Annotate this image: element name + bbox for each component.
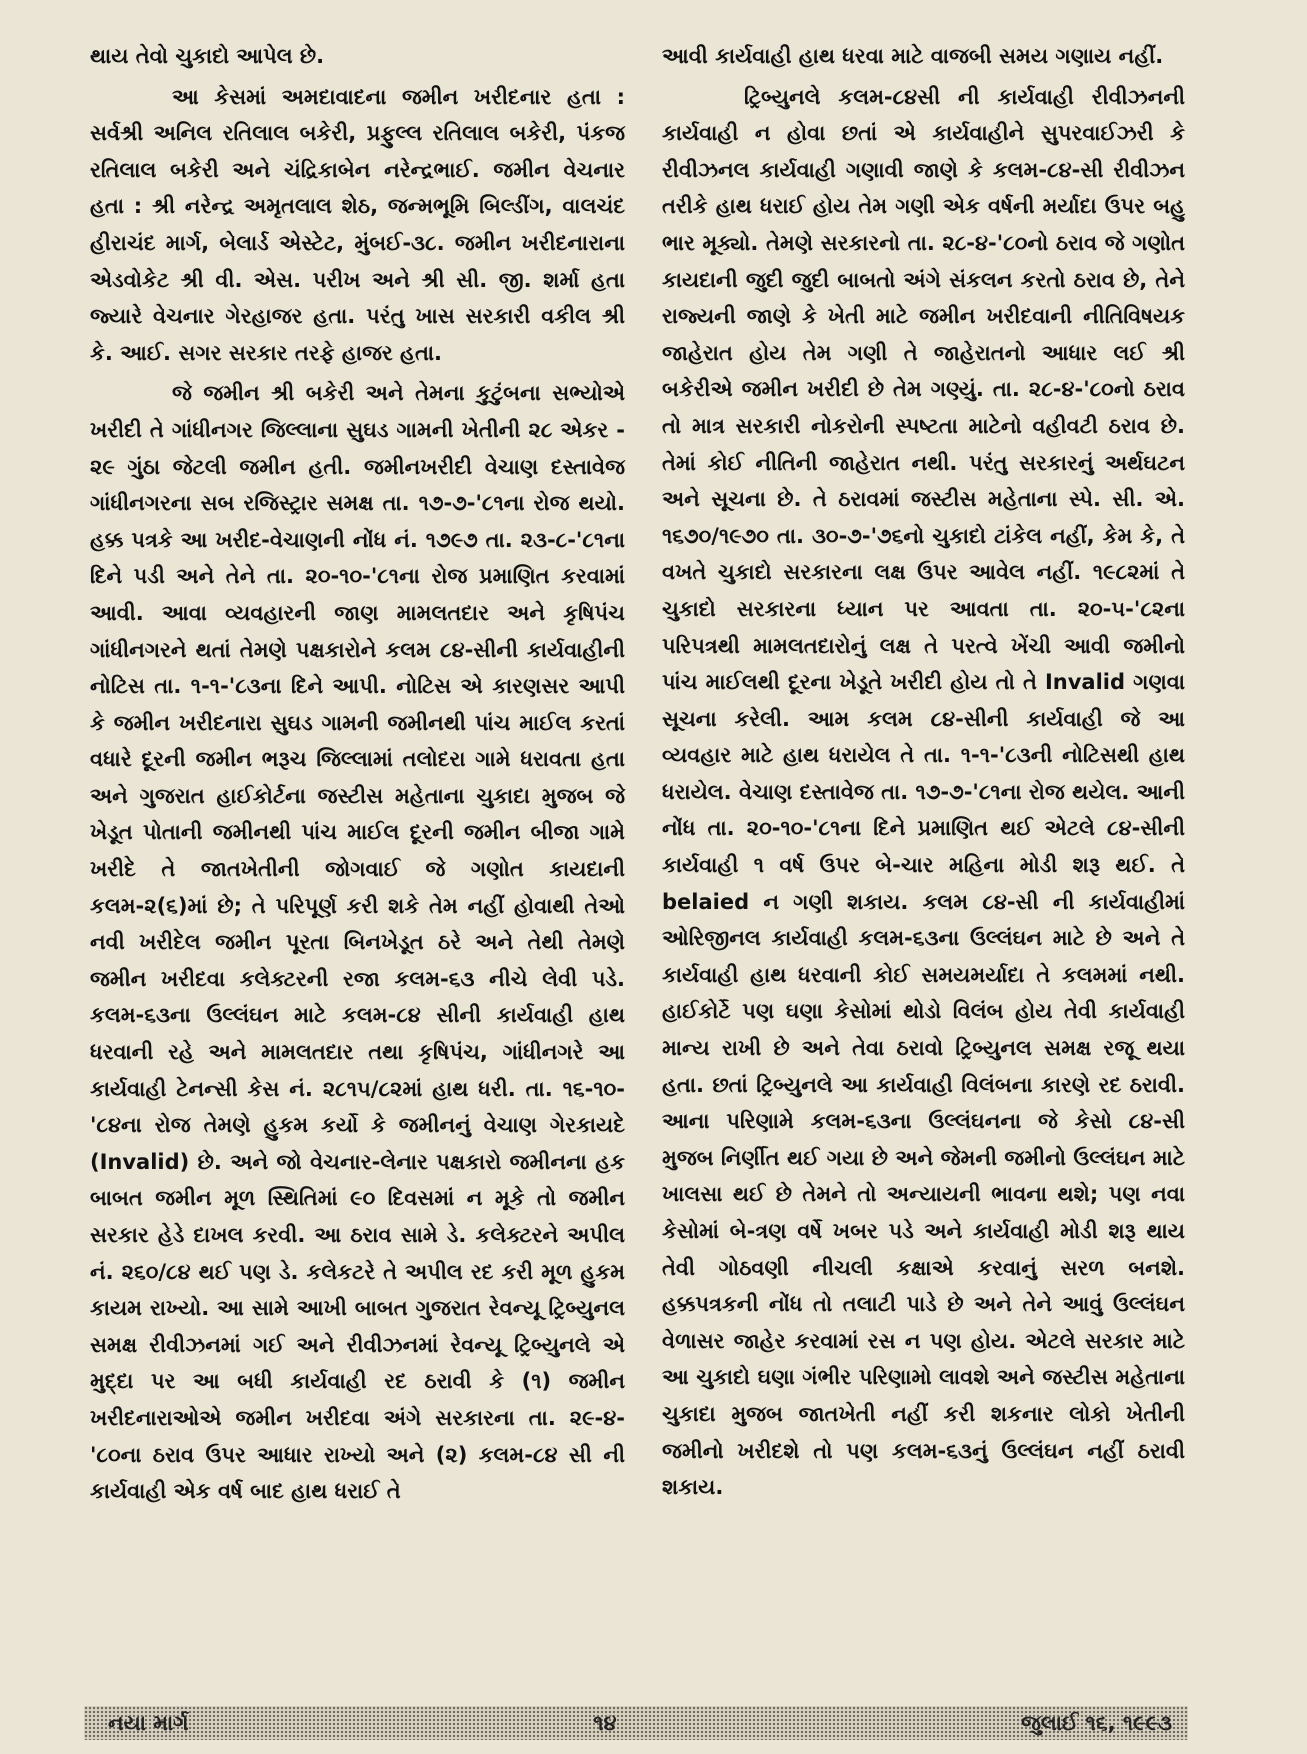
paragraph: આવી કાર્યવાહી હાથ ધરવા માટે વાજબી સમય ગણાય નહીં.	[662, 44, 1164, 68]
paragraph: જે જમીન શ્રી બકેરી અને તેમના કુટુંબના સભ્યોએ ખરીદી તે ગાંધીનગર જિલ્લાના સુઘડ ગામની ખેતીની ૨૮ એકર - ૨૯ ગુંઠા જેટલી જમીન હતી. જમીનખરીદી વેચાણ દસ્તાવેજ ગાંધીનગરના સબ રજિસ્ટ્રાર સમક્ષ તા. ૧૭-૭-'૮૧ના રોજ થયો. હક્ક પત્રકે આ ખરીદ-વેચાણની નોંધ નં. ૧૭૯૭ તા. ૨૩-૮-'૮૧ના દિને પડી અને તેને તા. ૨૦-૧૦-'૮૧ના રોજ પ્રમાણિત કરવામાં આવી. આવા વ્યવહારની જાણ મામલતદાર અને કૃષિપંચ ગાંધીનગરને થતાં તેમણે પક્ષકારોને કલમ ૮૪-સીની કાર્યવાહીની નોટિસ તા. ૧-૧-'૮૩ના દિને આપી. નોટિસ એ કારણસર આપી કે જમીન ખરીદનારા સુઘડ ગામની જમીનથી પાંચ માઈલ કરતાં વધારે દૂરની જમીન ભરૂચ જિલ્લામાં તલોદરા ગામે ધરાવતા હતા અને ગુજરાત હાઈકોર્ટના જસ્ટીસ મહેતાના ચુકાદા મુજબ જે ખેડૂત પોતાની જમીનથી પાંચ માઈલ દૂરની જમીન બીજા ગામે ખરીદે તે જાતખેતીની જોગવાઈ જે ગણોત કાયદાની કલમ-૨(૬)માં છે; તે પરિપૂર્ણ કરી શકે તેમ નહીં હોવાથી તેઓ નવી ખરીદેલ જમીન પૂરતા બિનખેડૂત ઠરે અને તેથી તેમણે જમીન ખરીદવા કલેક્ટરની રજા કલમ-૬૩ નીચે લેવી પડે. કલમ-૬૩ના ઉલ્લંઘન માટે કલમ-૮૪ સીની કાર્યવાહી હાથ ધરવાની રહે અને મામલતદાર તથા કૃષિપંચ, ગાંધીનગરે આ કાર્યવાહી ટેનન્સી કેસ નં. ૨૮૧૫/૮૨માં હાથ ધરી. તા. ૧૬-૧૦-'૮૪ના રોજ તેમણે હુકમ કર્યો કે જમીનનું વેચાણ ગેરકાયદે (Invalid) છે. અને જો વેચનાર-લેનાર પક્ષકારો જમીનના હક બાબત જમીન મૂળ સ્થિતિમાં ૯૦ દિવસમાં ન મૂકે તો જમીન સરકાર હેડે દાખલ કરવી. આ ઠરાવ સામે ડે. કલેક્ટરને અપીલ નં. ૨૬૦/૮૪ થઈ પણ ડે. કલેકટરે તે અપીલ રદ કરી મૂળ હુકમ કાયમ રાખ્યો. આ સામે આખી બાબત ગુજરાત રેવન્યૂ ટ્રિબ્યુનલ સમક્ષ રીવીઝનમાં ગઈ અને રીવીઝનમાં રેવન્યૂ ટ્રિબ્યુનલે એ મુદ્દા પર આ બધી કાર્યવાહી રદ ઠરાવી કે (૧) જમીન ખરીદનારાઓએ જમીન ખરીદવા અંગે સરકારના તા. ૨૯-૪-'૮૦ના ઠરાવ ઉપર આધાર રાખ્યો અને (૨) કલમ-૮૪ સી ની કાર્યવાહી એક વર્ષ બાદ હાથ ધરાઈ તે	[90, 381, 625, 1504]
paragraph: ટ્રિબ્યુનલે કલમ-૮૪સી ની કાર્યવાહી રીવીઝનની કાર્યવાહી ન હોવા છતાં એ કાર્યવાહીને સુપરવાઈઝરી કે રીવીઝનલ કાર્યવાહી ગણાવી જાણે કે કલમ-૮૪-સી રીવીઝન તરીકે હાથ ધરાઈ હોય તેમ ગણી એક વર્ષની મર્યાદા ઉપર બહુ ભાર મૂક્યો. તેમણે સરકારનો તા. ૨૮-૪-'૮૦નો ઠરાવ જે ગણોત કાયદાની જુદી જુદી બાબતો અંગે સંકલન કરતો ઠરાવ છે, તેને રાજ્યની જાણે કે ખેતી માટે જમીન ખરીદવાની નીતિવિષયક જાહેરાત હોય તેમ ગણી તે જાહેરાતનો આધાર લઈ શ્રી બકેરીએ જમીન ખરીદી છે તેમ ગણ્યું. તા. ૨૮-૪-'૮૦નો ઠરાવ તો માત્ર સરકારી નોકરોની સ્પષ્ટતા માટેનો વહીવટી ઠરાવ છે. તેમાં કોઈ નીતિની જાહેરાત નથી. પરંતુ સરકારનું અર્થઘટન અને સૂચના છે. તે ઠરાવમાં જસ્ટીસ મહેતાના સ્પે. સી. એ. ૧૬૭૦/૧૯૭૦ તા. ૩૦-૭-'૭૬નો ચુકાદો ટાંકેલ નહીં, કેમ કે, તે વખતે ચુકાદો સરકારના લક્ષ ઉપર આવેલ નહીં. ૧૯૮૨માં તે ચુકાદો સરકારના ધ્યાન પર આવતા તા. ૨૦-૫-'૮૨ના પરિપત્રથી મામલતદારોનું લક્ષ તે પરત્વે ખેંચી આવી જમીનો પાંચ માઈલથી દૂરના ખેડૂતે ખરીદી હોય તો તે Invalid ગણવા સૂચના કરેલી. આમ કલમ ૮૪-સીની કાર્યવાહી જે આ વ્યવહાર માટે હાથ ધરાયેલ તે તા. ૧-૧-'૮૩ની નોટિસથી હાથ ધરાયેલ. વેચાણ દસ્તાવેજ તા. ૧૭-૭-'૮૧ના રોજ થયેલ. આની નોંધ તા. ૨૦-૧૦-'૮૧ના દિને પ્રમાણિત થઈ એટલે ૮૪-સીની કાર્યવાહી ૧ વર્ષ ઉપર બે-ચાર મહિના મોડી શરૂ થઈ. તે belaied ન ગણી શકાય. કલમ ૮૪-સી ની કાર્યવાહીમાં ઓરિજીનલ કાર્યવાહી કલમ-૬૩ના ઉલ્લંઘન માટે છે અને તે કાર્યવાહી હાથ ધરવાની કોઈ સમયમર્યાદા તે કલમમાં નથી. હાઈકોર્ટે પણ ઘણા કેસોમાં થોડો વિલંબ હોય તેવી કાર્યવાહી માન્ય રાખી છે અને તેવા ઠરાવો ટ્રિબ્યુનલ સમક્ષ રજૂ થયા હતા. છતાં ટ્રિબ્યુનલે આ કાર્યવાહી વિલંબના કારણે રદ ઠરાવી. આના પરિણામે કલમ-૬૩ના ઉલ્લંઘનના જે કેસો ૮૪-સી મુજબ નિર્ણીત થઈ ગયા છે અને જેમની જમીનો ઉલ્લંઘન માટે ખાલસા થઈ છે તેમને તો અન્યાયની ભાવના થશે; પણ નવા કેસોમાં બે-ત્રણ વર્ષે ખબર પડે અને કાર્યવાહી મોડી શરૂ થાય તેવી ગોઠવણી નીચલી કક્ષાએ કરવાનું સરળ બનશે. હક્કપત્રકની નોંધ તો તલાટી પાડે છે અને તેને આવું ઉલ્લંઘન વેળાસર જાહેર કરવામાં રસ ન પણ હોય. એટલે સરકાર માટે આ ચુકાદો ઘણા ગંભીર પરિણામો લાવશે અને જસ્ટીસ મહેતાના ચુકાદા મુજબ જાતખેતી નહીં કરી શકનાર લોકો ખેતીની જમીનો ખરીદશે તો પણ કલમ-૬૩નું ઉલ્લંઘન નહીં ઠરાવી શકાય.	[662, 84, 1185, 1500]
page-number: ૧૪	[593, 1710, 617, 1735]
paragraph: થાય તેવો ચુકાદો આપેલ છે.	[90, 44, 325, 68]
left-column	[90, 38, 625, 1510]
issue-date: જુલાઈ ૧૬, ૧૯૯૩	[1021, 1710, 1172, 1735]
footer-bar	[84, 1706, 1188, 1740]
paragraph: આ કેસમાં અમદાવાદના જમીન ખરીદનાર હતા : સર્વશ્રી અનિલ રતિલાલ બકેરી, પ્રફુલ્લ રતિલાલ બકેરી, પંકજ રતિલાલ બકેરી અને ચંદ્રિકાબેન નરેન્દ્રભાઈ. જમીન વેચનાર હતા : શ્રી નરેન્દ્ર અમૃતલાલ શેઠ, જન્મભૂમિ બિલ્ડીંગ, વાલચંદ હીરાચંદ માર્ગ, બેલાર્ડ એસ્ટેટ, મુંબઈ-૩૮. જમીન ખરીદનારાના એડવોકેટ શ્રી વી. એસ. પરીખ અને શ્રી સી. જી. શર્મા હતા જ્યારે વેચનાર ગેરહાજર હતા. પરંતુ ખાસ સરકારી વકીલ શ્રી કે. આઈ. સગર સરકાર તરફે હાજર હતા.	[90, 84, 625, 365]
publication-name: નયા માર્ગ	[108, 1710, 189, 1735]
right-column	[662, 38, 1185, 1506]
